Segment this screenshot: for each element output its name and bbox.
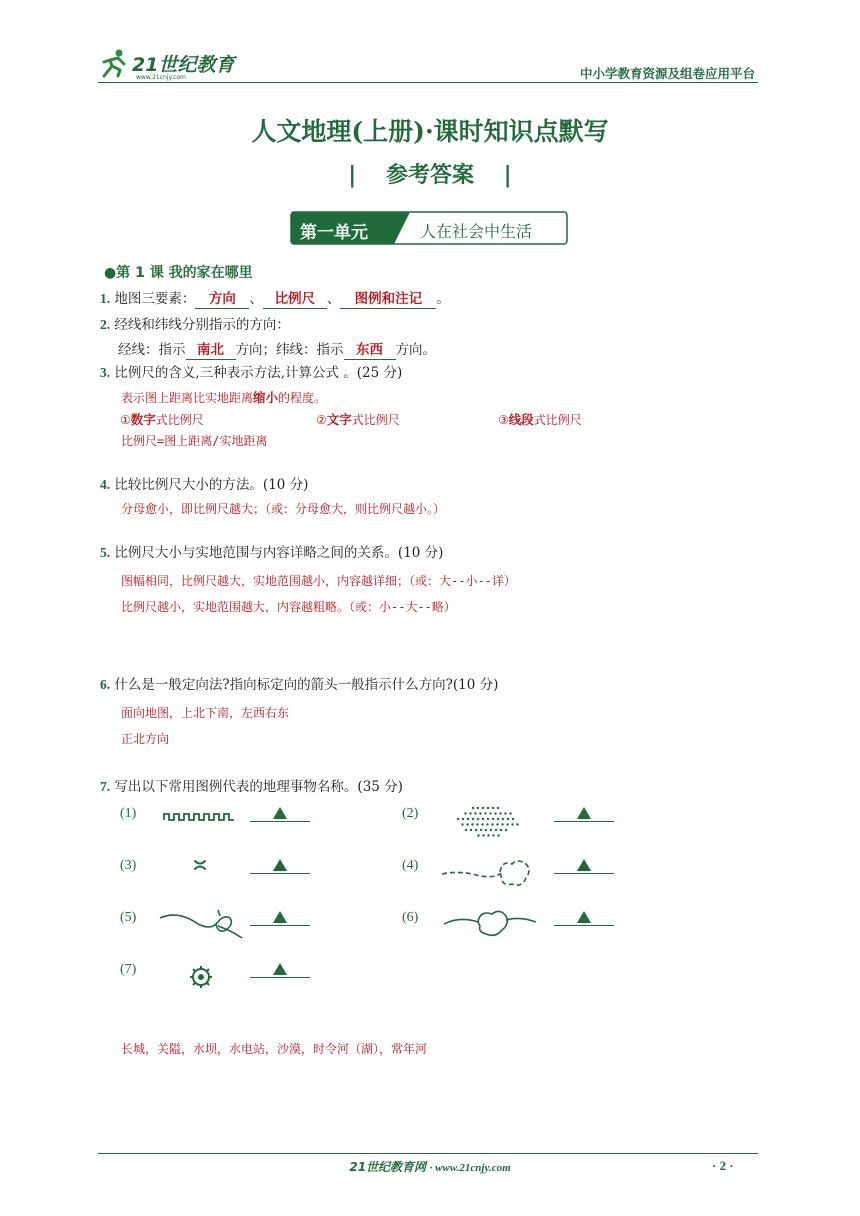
answer-text: 比例尺=图上距离/实地距离: [121, 434, 268, 448]
answer-text: 比例尺越小，实地范围越大，内容越粗略。（或：小--大--略）: [121, 600, 456, 614]
dam-symbol-icon: [158, 904, 244, 940]
desert-dot: [492, 818, 494, 820]
footer-url: · www.21cnjy.com: [429, 1162, 511, 1174]
answer-blank: 南北: [186, 341, 236, 360]
desert-dot: [481, 823, 483, 825]
answer-text: ②文字式比例尺: [316, 412, 400, 427]
desert-dot: [482, 818, 484, 820]
triangle-icon: [273, 859, 287, 871]
question-3: 3. 比例尺的含义,三种表示方法,计算公式 。(25 分): [100, 365, 403, 381]
desert-dot: [477, 834, 479, 836]
unit-name: 人在社会中生活: [420, 222, 533, 241]
desert-dot: [500, 829, 502, 831]
desert-dot: [502, 818, 504, 820]
desert-dot: [496, 823, 498, 825]
answer-text: ①数字式比例尺: [120, 412, 204, 427]
page-number: · 2 ·: [712, 1158, 734, 1173]
seasonal-river-symbol-icon: [440, 852, 536, 892]
answer-text: 表示图上距离比实地距离缩小的程度。: [121, 390, 327, 405]
desert-dot: [516, 823, 518, 825]
answer-text: ③线段式比例尺: [498, 412, 582, 427]
desert-dot: [504, 812, 506, 814]
desert-dot: [477, 818, 479, 820]
desert-dot: [492, 807, 494, 809]
desert-dot: [471, 823, 473, 825]
river-lake-symbol-icon: [440, 904, 540, 944]
answer-blank: [250, 961, 310, 978]
question-1: 1. 地图三要素： 方向 、 比例尺 、 图例和注记 。: [100, 291, 450, 307]
desert-dot: [484, 812, 486, 814]
answer-blank: 比例尺: [263, 290, 327, 309]
question-2-answer-line: 经线：指示 南北 方向；纬线：指示 东西 方向。: [118, 342, 436, 358]
desert-dot: [469, 812, 471, 814]
desert-dot: [461, 823, 463, 825]
desert-dot: [482, 834, 484, 836]
subtitle-bar-left: |: [348, 162, 357, 188]
pass-symbol-icon: [192, 857, 208, 873]
unit-label: 第一单元: [300, 223, 368, 243]
desert-dot: [491, 823, 493, 825]
desert-dot: [470, 829, 472, 831]
desert-dot: [501, 823, 503, 825]
page-title: 人文地理(上册)·课时知识点默写: [251, 117, 609, 146]
legend-item-label: (5): [120, 910, 137, 925]
desert-dot: [464, 812, 466, 814]
desert-dot: [511, 823, 513, 825]
desert-dot: [467, 818, 469, 820]
desert-dot: [486, 823, 488, 825]
question-4: 4. 比较比例尺大小的方法。(10 分): [100, 477, 309, 493]
desert-dot: [497, 834, 499, 836]
question-2: 2. 经线和纬线分别指示的方向：: [100, 317, 290, 333]
desert-dot: [506, 823, 508, 825]
runner-logo-icon: [100, 48, 130, 78]
answer-text: 图幅相同，比例尺越大，实地范围越小，内容越详细；（或：大--小--详）: [121, 574, 516, 588]
great-wall-symbol-icon: [162, 808, 238, 824]
subtitle-text: 参考答案: [385, 162, 474, 188]
desert-symbol-icon: [450, 804, 526, 840]
answer-blank: [554, 857, 614, 874]
answer-blank: [250, 857, 310, 874]
page-subtitle: [0, 158, 860, 189]
answer-blank: 方向: [195, 290, 249, 309]
answer-blank: [250, 909, 310, 926]
triangle-icon: [273, 807, 287, 819]
desert-dot: [494, 812, 496, 814]
lesson-title: ●第 1 课 我的家在哪里: [104, 265, 253, 281]
answer-text: 长城，关隘，水坝，水电站，沙漠，时令河（湖），常年河: [121, 1042, 428, 1056]
desert-dot: [509, 812, 511, 814]
legend-item-label: (6): [402, 910, 419, 925]
desert-dot: [489, 812, 491, 814]
legend-item-label: (2): [402, 806, 419, 821]
power-station-symbol-icon: [188, 964, 214, 990]
question-5: 5. 比例尺大小与实地范围与内容详略之间的关系。(10 分): [100, 545, 444, 561]
desert-dot: [505, 829, 507, 831]
answer-blank: 图例和注记: [340, 290, 436, 309]
answer-blank: [250, 805, 310, 822]
desert-dot: [475, 829, 477, 831]
legend-item-label: (3): [120, 858, 137, 873]
answer-text: 正北方向: [121, 732, 170, 746]
question-7: 7. 写出以下常用图例代表的地理事物名称。(35 分): [100, 779, 403, 795]
answer-blank: 东西: [344, 341, 396, 360]
header-logo-text: 21世纪教育: [132, 54, 235, 76]
answer-text: 面向地图，上北下南，左西右东: [121, 706, 290, 720]
desert-dot: [462, 818, 464, 820]
desert-dot: [512, 818, 514, 820]
desert-dot: [477, 807, 479, 809]
desert-dot: [466, 823, 468, 825]
desert-dot: [492, 834, 494, 836]
desert-dot: [495, 829, 497, 831]
question-6: 6. 什么是一般定向法?指向标定向的箭头一般指示什么方向?(10 分): [100, 677, 499, 693]
desert-dot: [476, 823, 478, 825]
desert-dot: [499, 812, 501, 814]
answer-text: 分母愈小，即比例尺越大；（或：分母愈大，则比例尺越小。）: [121, 502, 446, 516]
legend-item-label: (7): [120, 962, 137, 977]
triangle-icon: [577, 807, 591, 819]
lesson-bullet-icon: ●: [104, 265, 117, 281]
desert-dot: [490, 829, 492, 831]
subtitle-bar-right: |: [503, 162, 512, 188]
desert-dot: [472, 818, 474, 820]
desert-dot: [465, 829, 467, 831]
desert-dot: [457, 818, 459, 820]
footer-logo: 21世纪教育网: [349, 1160, 427, 1174]
desert-dot: [487, 834, 489, 836]
legend-item-label: (4): [402, 858, 419, 873]
desert-dot: [482, 807, 484, 809]
header: [0, 0, 860, 90]
desert-dot: [472, 807, 474, 809]
answer-blank: [554, 909, 614, 926]
triangle-icon: [273, 911, 287, 923]
desert-dot: [485, 829, 487, 831]
desert-dot: [507, 818, 509, 820]
desert-dot: [487, 818, 489, 820]
desert-dot: [480, 829, 482, 831]
header-platform-text: 中小学教育资源及组卷应用平台: [580, 66, 756, 81]
header-divider: [98, 82, 758, 83]
desert-dot: [497, 818, 499, 820]
desert-dot: [474, 812, 476, 814]
header-logo-url: www.21cnjy.com: [136, 74, 186, 81]
triangle-icon: [577, 911, 591, 923]
legend-item-label: (1): [120, 806, 137, 821]
footer-divider: [98, 1153, 758, 1154]
triangle-icon: [273, 963, 287, 975]
desert-dot: [479, 812, 481, 814]
desert-dot: [487, 807, 489, 809]
desert-dot: [497, 807, 499, 809]
answer-blank: [554, 805, 614, 822]
triangle-icon: [577, 859, 591, 871]
